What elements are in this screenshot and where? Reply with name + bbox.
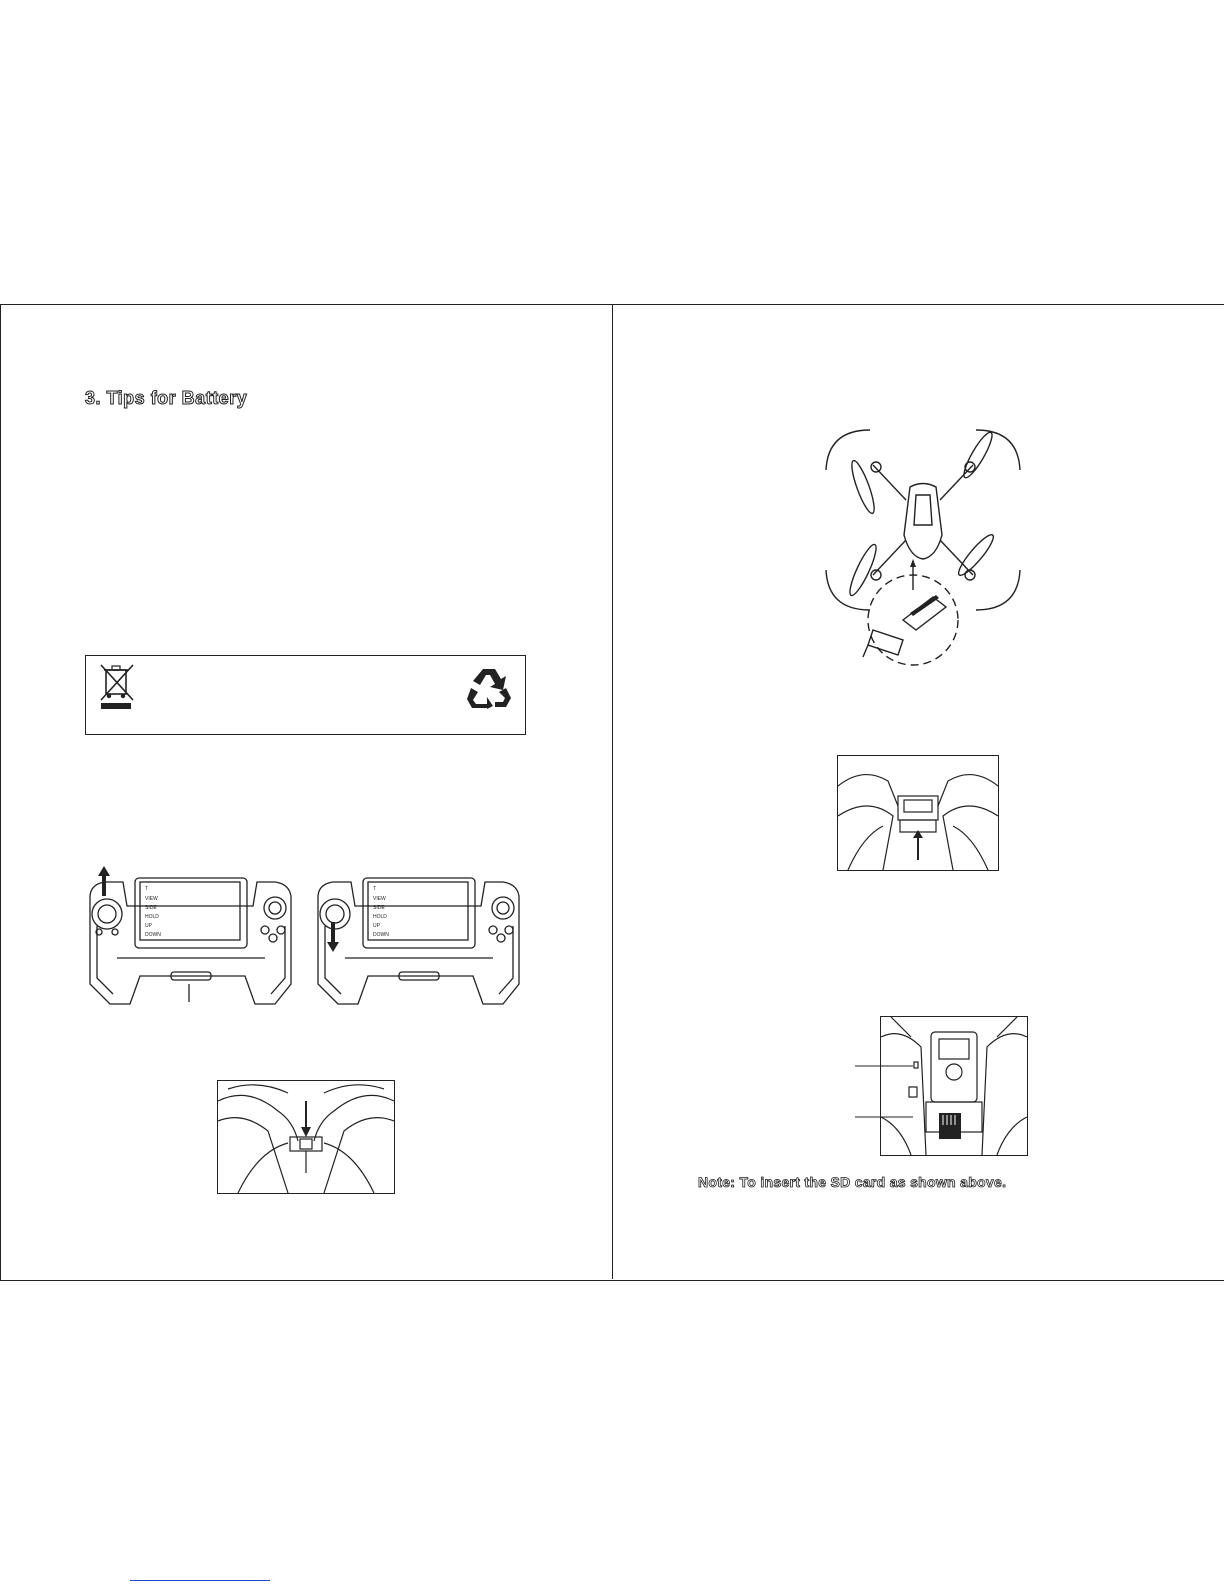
battery-compartment-figure: [837, 755, 999, 871]
footer-link-underline: [130, 1580, 270, 1581]
screen-label: VIEW: [145, 896, 158, 902]
remote-controller-throttle-up-figure: [85, 866, 300, 1016]
screen-label: UP: [373, 923, 380, 929]
drone-battery-connector-figure: [818, 425, 1028, 670]
screen-label: HOLD: [373, 914, 387, 920]
screen-label: T: [145, 886, 149, 892]
screen-label: SIDE: [145, 905, 157, 911]
section-heading: 3. Tips for Battery: [85, 388, 248, 408]
screen-label: HOLD: [145, 914, 159, 920]
screen-label: DOWN: [145, 932, 161, 938]
drone-power-switch-figure: [217, 1080, 395, 1194]
remote-controller-throttle-down-figure: [313, 866, 528, 1016]
recycle-icon: [466, 666, 512, 710]
screen-label: T: [373, 886, 377, 892]
screen-label: SIDE: [373, 905, 385, 911]
disposal-notice-box: [85, 655, 526, 735]
screen-label: DOWN: [373, 932, 389, 938]
crossed-out-wheelie-bin-icon: [100, 662, 136, 710]
page-divider: [612, 304, 613, 1279]
screen-label: UP: [145, 923, 152, 929]
sd-card-note: Note: To insert the SD card as shown above.: [698, 1174, 1007, 1190]
callout-lines: [855, 1060, 915, 1130]
screen-label: VIEW: [373, 896, 386, 902]
